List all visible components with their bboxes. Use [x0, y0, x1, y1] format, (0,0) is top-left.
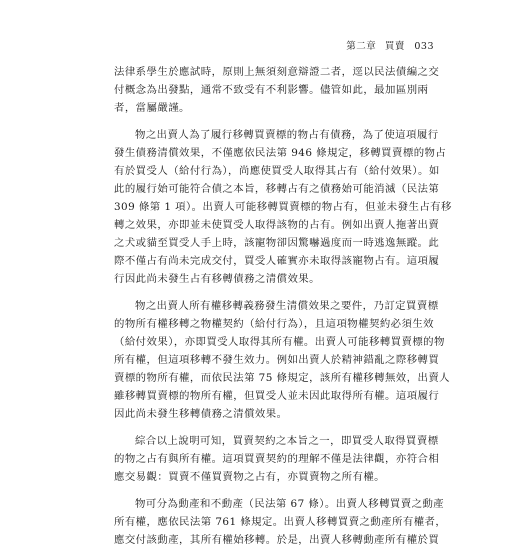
- text-line: 行因此尚未發生占有移轉債務之清償效果。: [114, 273, 320, 285]
- paragraph-gap: [114, 117, 414, 126]
- chapter-title: 買賣: [384, 41, 405, 52]
- text-line: 有於買受人（給付行為），尚應使買受人取得其占有（給付效果）。如: [114, 165, 440, 177]
- text-line: （給付效果），亦即買受人取得其所有權。出賣人可能移轉買賣標的物: [114, 336, 445, 348]
- paragraph-gap: [114, 288, 414, 297]
- text-line: 物之出賣人為了履行移轉買賣標的物占有債務，為了使這項履行: [135, 129, 439, 141]
- paragraph: [114, 63, 440, 117]
- text-line: 物之出賣人所有權移轉義務發生清償效果之要件，乃訂定買賣標: [135, 300, 439, 312]
- paragraph: [114, 126, 452, 288]
- text-line: 309 條第 1 項）。出賣人可能移轉買賣標的物占有，但並未發生占有移: [114, 201, 452, 213]
- text-line: 雖移轉買賣標的物所有權，但買受人並未因此取得所有權。這項履行: [114, 390, 440, 402]
- chapter-label: 第二章: [346, 41, 377, 52]
- text-line: 應交付該動產，其所有權始移轉。於是，出賣人移轉動產所有權於買: [114, 534, 440, 546]
- paragraph: [114, 297, 451, 423]
- text-line: 之犬或貓至買受人手上時，該寵物卻因驚嚇過度而一時逃逸無蹤。此: [114, 237, 440, 249]
- text-line: 際不僅占有尚未完成交付，買受人確實亦未取得該寵物占有。這項履: [114, 255, 440, 267]
- text-line: 的物所有權移轉之物權契約（給付行為），且這項物權契約必須生效: [114, 318, 435, 330]
- text-line: 應交易觀：買賣不僅買賣物之占有，亦買賣物之所有權。: [114, 471, 386, 483]
- text-line: 轉之效果，亦即並未使買受人取得該物的占有。例如出賣人拖著出賣: [114, 219, 440, 231]
- text-line: 物可分為動產和不動產（民法第 67 條）。出賣人移轉買賣之動產: [135, 498, 445, 510]
- text-line: 付概念為出發點，通常不致受有不利影響。儘管如此，最加區別兩: [114, 84, 429, 96]
- body-text: [114, 63, 452, 549]
- running-header: [346, 38, 434, 52]
- text-line: 賣標的物所有權，而依民法第 75 條規定，該所有權移轉無效，出賣人: [114, 372, 451, 384]
- text-line: 此的履行始可能符合債之本旨，移轉占有之債務始可能消滅（民法第: [114, 183, 440, 195]
- text-line: 法律系學生於應試時，原則上無須刻意辯證二者，逕以民法債編之交: [114, 66, 440, 78]
- text-line: 所有權，應依民法第 761 條規定。出賣人移轉買賣之動產所有權者，: [114, 516, 447, 528]
- text-line: 者，當屬嚴謹。: [114, 102, 190, 114]
- paragraph-gap: [114, 423, 414, 432]
- page-number: 033: [414, 41, 434, 52]
- text-line: 的物之占有與所有權。這項買賣契約的理解不僅是法律觀，亦符合相: [114, 453, 440, 465]
- text-line: 綜合以上說明可知，買賣契約之本旨之一，即買受人取得買賣標: [135, 435, 439, 447]
- text-line: 所有權，但這項移轉不發生效力。例如出賣人於精神錯亂之際移轉買: [114, 354, 440, 366]
- paragraph: [114, 495, 447, 549]
- text-line: 發生債務清償效果，不僅應依民法第 946 條規定，移轉買賣標的物占: [114, 147, 447, 159]
- text-line: 因此尚未發生移轉債務之清償效果。: [114, 408, 288, 420]
- paragraph: [114, 432, 440, 486]
- paragraph-gap: [114, 486, 414, 495]
